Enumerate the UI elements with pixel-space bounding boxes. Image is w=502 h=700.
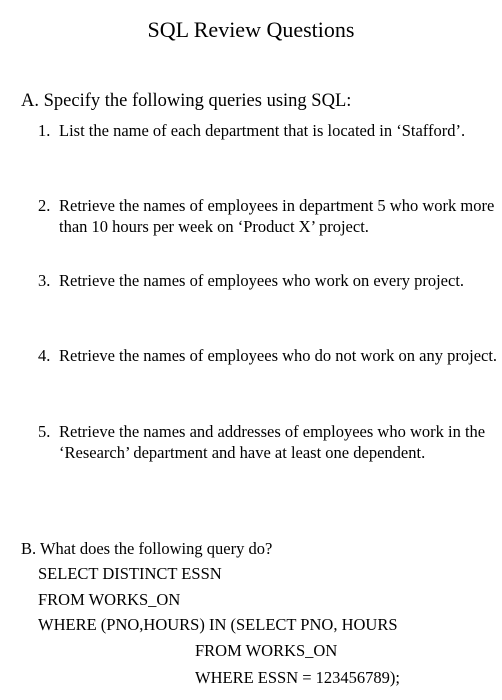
section-b-heading: B. What does the following query do? [21,539,273,558]
question-3 [38,270,498,291]
question-number: 3. [38,271,51,290]
sql-query-line: WHERE (PNO,HOURS) IN (SELECT PNO, HOURS [38,615,398,634]
question-number: 5. [38,422,51,441]
question-number: 2. [38,196,51,215]
section-a-heading: A. Specify the following queries using SQL: [21,91,352,111]
page-title: SQL Review Questions [147,17,355,42]
sql-query-line: WHERE ESSN = 123456789); [195,668,401,687]
question-2 [38,195,498,237]
question-5 [38,421,498,463]
question-4 [38,345,498,366]
question-text: Retrieve the names of employees who do not work on any project. [59,346,498,365]
question-number: 4. [38,346,51,365]
sql-query-line: SELECT DISTINCT ESSN [38,564,222,583]
question-text: List the name of each department that is located in ‘Stafford’. [59,121,466,140]
sql-query-line: FROM WORKS_ON [38,590,181,609]
question-1 [38,120,498,141]
question-text: Retrieve the names and addresses of employees who work in the ‘Research’ department and have at least one dependent. [59,422,486,462]
question-text: Retrieve the names of employees in department 5 who work more than 10 hours per week on ‘Product X’ project. [59,196,495,236]
sql-query-line: FROM WORKS_ON [195,641,338,660]
question-number: 1. [38,121,51,140]
question-text: Retrieve the names of employees who work on every project. [59,271,465,290]
